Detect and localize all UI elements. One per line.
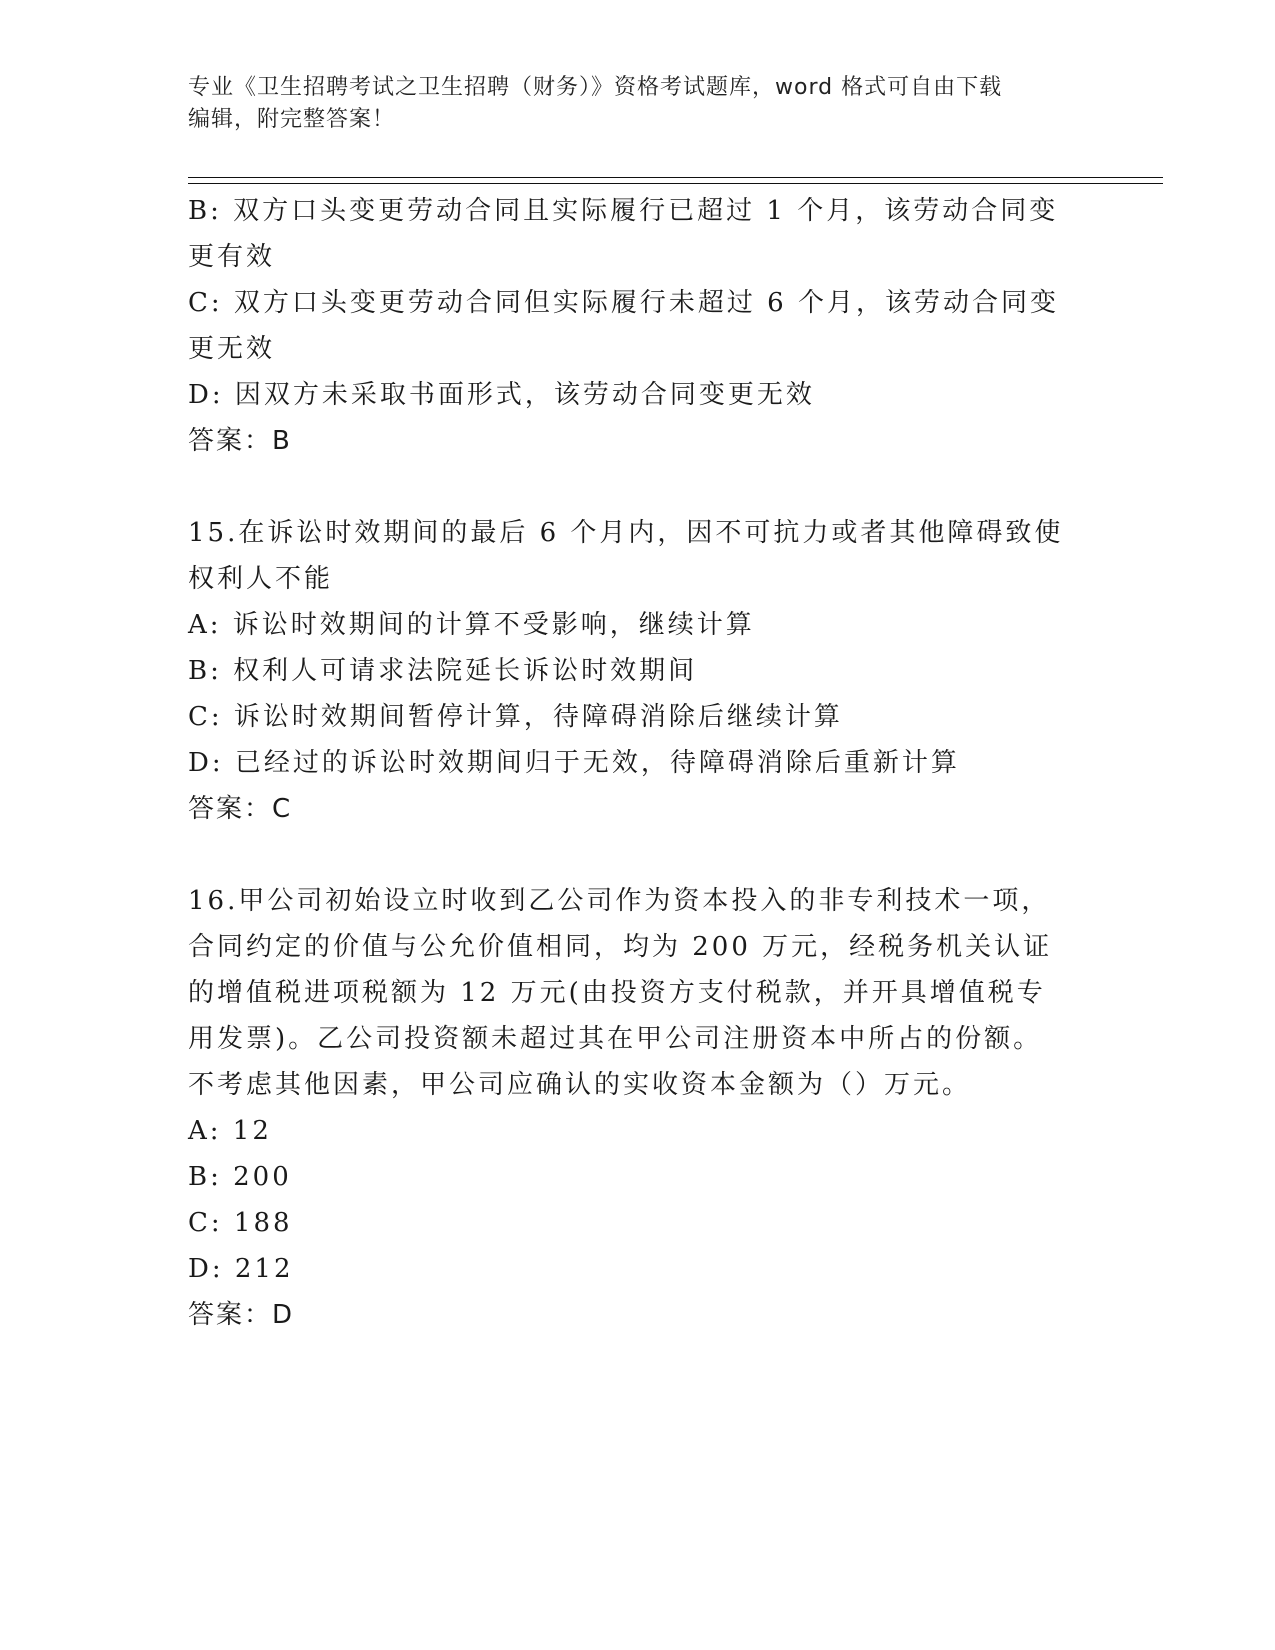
document-body (188, 188, 1068, 1338)
header-divider-bottom (188, 183, 1163, 184)
question-16 (188, 878, 1068, 1338)
question-15 (188, 510, 1068, 832)
q14-option-c: C: 双方口头变更劳动合同但实际履行未超过 6 个月，该劳动合同变更无效 (188, 288, 1059, 364)
question-14-remainder (188, 188, 1068, 464)
q16-stem: 16.甲公司初始设立时收到乙公司作为资本投入的非专利技术一项，合同约定的价值与公允价值相同，均为 200 万元，经税务机关认证的增值税进项税额为 12 万元(由投资方支付税款，并开具增值税专用发票)。乙公司投资额未超过其在甲公司注册资本中所占的份额。不考虑其他因素，甲公司应确认的实收资本金额为（）万元。 (188, 886, 1053, 1100)
header-line-1: 专业《卫生招聘考试之卫生招聘（财务）》资格考试题库，word 格式可自由下载 (188, 75, 1003, 100)
q16-option-a: A: 12 (188, 1116, 272, 1146)
q16-option-c: C: 188 (188, 1208, 293, 1238)
q15-option-d: D: 已经过的诉讼时效期间归于无效，待障碍消除后重新计算 (188, 748, 960, 778)
q14-option-d: D: 因双方未采取书面形式，该劳动合同变更无效 (188, 380, 815, 410)
q15-stem: 15.在诉讼时效期间的最后 6 个月内，因不可抗力或者其他障碍致使权利人不能 (188, 518, 1064, 594)
q14-answer: 答案：B (188, 426, 292, 456)
q14-option-b: B: 双方口头变更劳动合同且实际履行已超过 1 个月，该劳动合同变更有效 (188, 196, 1059, 272)
q15-option-c: C: 诉讼时效期间暂停计算，待障碍消除后继续计算 (188, 702, 843, 732)
document-header (188, 72, 1088, 136)
q15-option-b: B: 权利人可请求法院延长诉讼时效期间 (188, 656, 698, 686)
q16-option-b: B: 200 (188, 1162, 292, 1192)
header-divider-top (188, 177, 1163, 178)
q15-option-a: A: 诉讼时效期间的计算不受影响，继续计算 (188, 610, 755, 640)
q16-answer: 答案：D (188, 1300, 295, 1330)
q15-answer: 答案：C (188, 794, 293, 824)
q16-option-d: D: 212 (188, 1254, 294, 1284)
header-line-2: 编辑，附完整答案！ (188, 107, 396, 132)
